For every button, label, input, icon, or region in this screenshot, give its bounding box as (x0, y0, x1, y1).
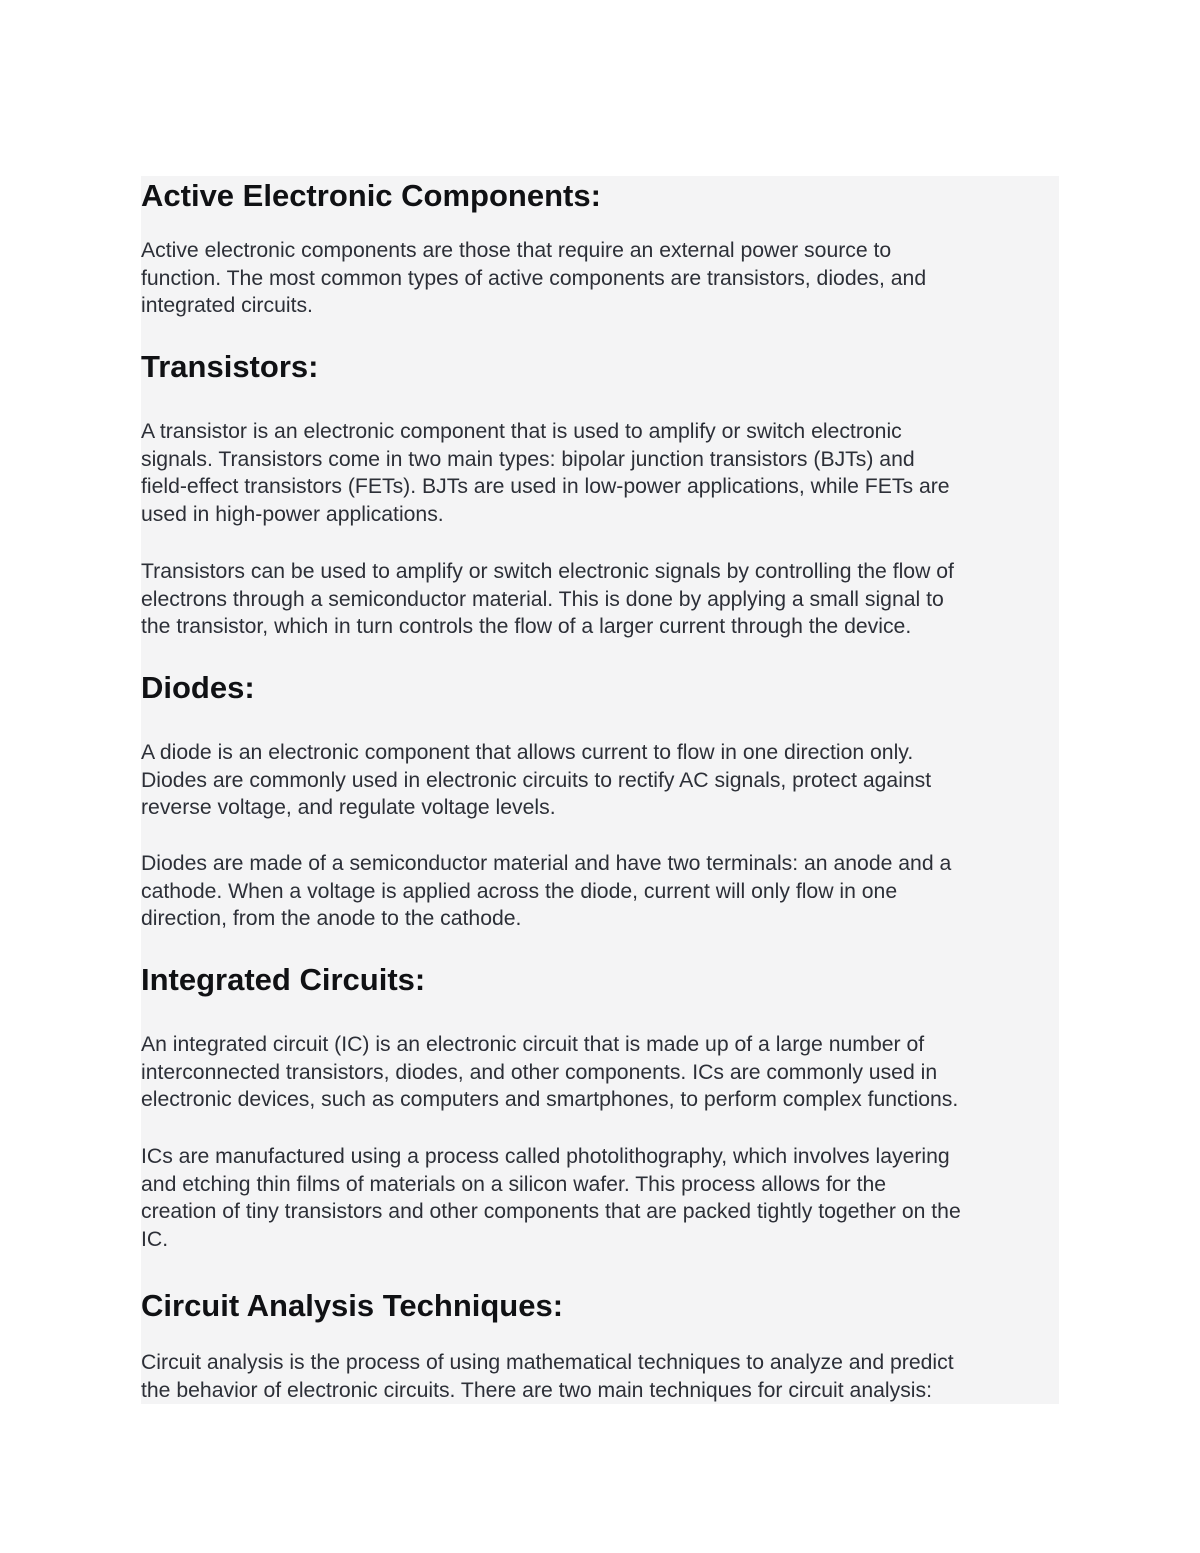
paragraph-integrated-circuits-2 (141, 1143, 1059, 1253)
text-line: A transistor is an electronic component that is used to amplify or switch electronic (141, 420, 902, 443)
paragraph-integrated-circuits-1 (141, 1031, 1059, 1114)
text-line: ICs are manufactured using a process called photolithography, which involves layering (141, 1145, 950, 1168)
text-line: An integrated circuit (IC) is an electronic circuit that is made up of a large number of (141, 1033, 925, 1056)
text-line: function. The most common types of active components are transistors, diodes, and (141, 266, 927, 290)
paragraph-diodes-1 (141, 739, 1059, 822)
text-line: used in high-power applications. (141, 502, 444, 526)
section-heading-diodes: Diodes: (141, 670, 255, 705)
text-line: field-effect transistors (FETs). BJTs are used in low-power applications, while FETs are (141, 475, 950, 499)
text-line: signals. Transistors come in two main types: bipolar junction transistors (BJTs) and (141, 447, 915, 471)
section-heading-transistors: Transistors: (141, 349, 319, 384)
text-line: the behavior of electronic circuits. There are two main techniques for circuit analysis: (141, 1378, 932, 1402)
text-line: electronic devices, such as computers and smartphones, to perform complex functions. (141, 1088, 959, 1112)
text-line: cathode. When a voltage is applied across the diode, current will only flow in one (141, 879, 898, 903)
text-line: direction, from the anode to the cathode. (141, 907, 522, 931)
paragraph-transistors-1 (141, 418, 1059, 528)
text-line: Transistors can be used to amplify or switch electronic signals by controlling the flow of (141, 560, 954, 583)
section-heading-active-components: Active Electronic Components: (141, 178, 601, 213)
text-line: IC. (141, 1227, 169, 1251)
text-line: the transistor, which in turn controls the flow of a larger current through the device. (141, 615, 912, 639)
text-line: interconnected transistors, diodes, and other components. ICs are commonly used in (141, 1060, 938, 1084)
text-line: A diode is an electronic component that allows current to flow in one direction only. (141, 741, 914, 764)
section-heading-circuit-analysis: Circuit Analysis Techniques: (141, 1288, 564, 1323)
paragraph-active-components (141, 237, 1059, 320)
text-line: creation of tiny transistors and other components that are packed tightly together on the (141, 1200, 961, 1224)
text-line: Diodes are made of a semiconductor material and have two terminals: an anode and a (141, 852, 952, 875)
paragraph-diodes-2 (141, 850, 1059, 933)
paragraph-transistors-2 (141, 558, 1059, 641)
paragraph-circuit-analysis (141, 1349, 1059, 1404)
text-line: Circuit analysis is the process of using mathematical techniques to analyze and predict (141, 1351, 954, 1374)
section-heading-integrated-circuits: Integrated Circuits: (141, 962, 426, 997)
text-line: integrated circuits. (141, 294, 313, 318)
text-line: electrons through a semiconductor material. This is done by applying a small signal to (141, 587, 944, 611)
text-line: Diodes are commonly used in electronic circuits to rectify AC signals, protect against (141, 768, 932, 792)
text-line: Active electronic components are those that require an external power source to (141, 239, 892, 262)
text-line: reverse voltage, and regulate voltage levels. (141, 796, 556, 820)
text-line: and etching thin films of materials on a silicon wafer. This process allows for the (141, 1172, 887, 1196)
document-body (141, 176, 1059, 1404)
